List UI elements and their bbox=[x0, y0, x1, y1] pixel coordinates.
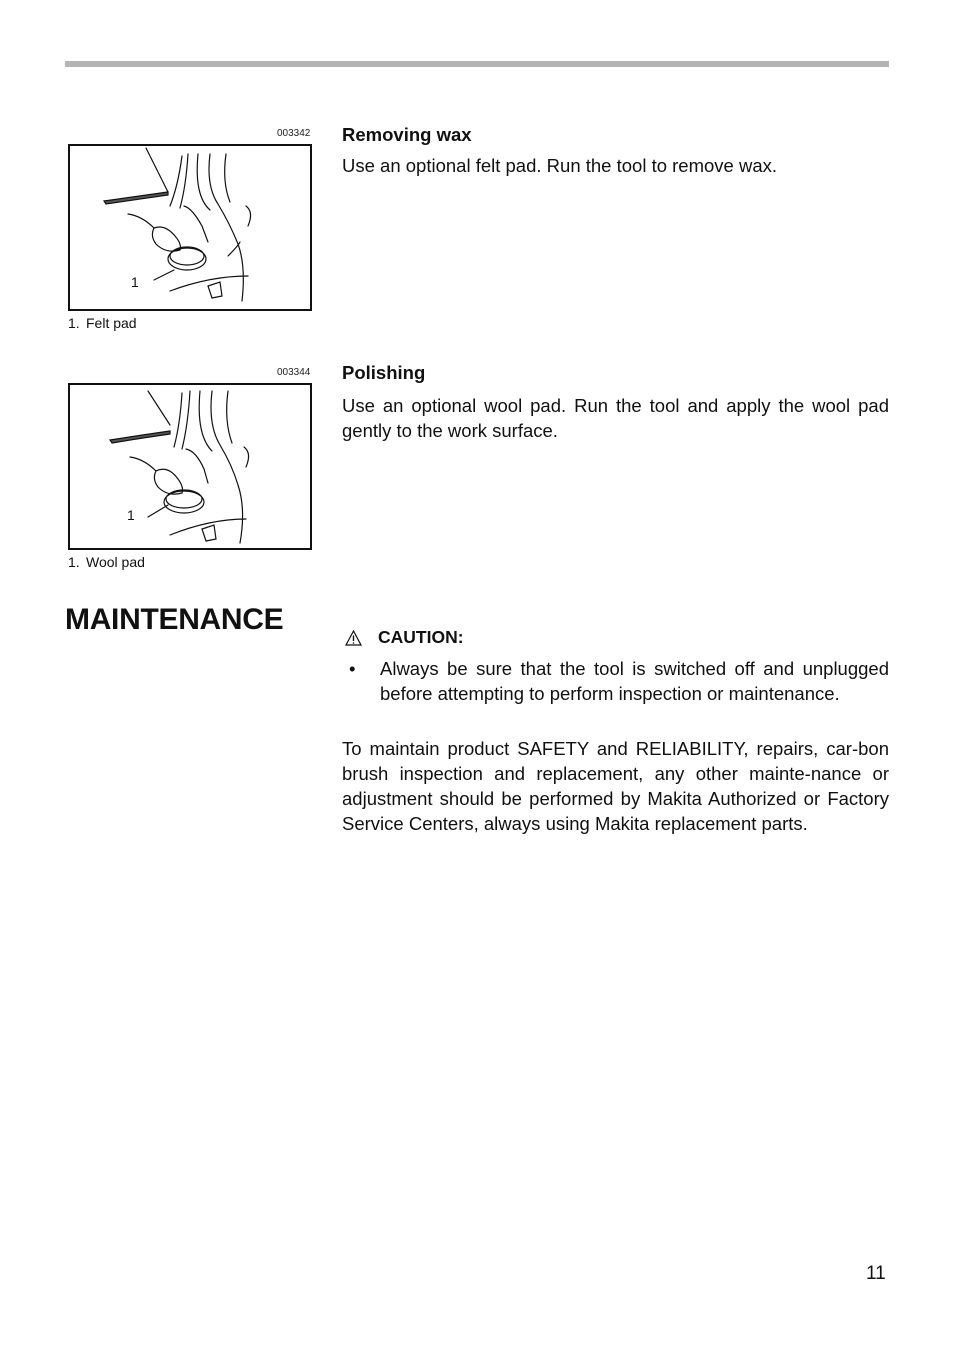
maintenance-paragraph: To maintain product SAFETY and RELIABILITY, repairs, car-bon brush inspection and replacement, any other mainte-nance or adjustment should be performed by Makita Authorized or Factory Service Centers, always using Makita replacement parts. bbox=[342, 738, 889, 834]
figure-code: 003344 bbox=[277, 367, 311, 378]
figure-callout: 1 bbox=[127, 507, 135, 523]
figure-caption bbox=[68, 315, 137, 331]
caution-text: CAUTION: bbox=[378, 627, 464, 647]
bullet-text: Always be sure that the tool is switched off and unplugged before attempting to perform inspection or maintenance. bbox=[380, 658, 889, 704]
header-rule bbox=[65, 61, 889, 67]
page-number: 11 bbox=[866, 1263, 886, 1284]
figure-caption bbox=[68, 554, 145, 570]
wool-pad-illustration bbox=[68, 383, 312, 550]
felt-pad-illustration bbox=[68, 144, 312, 311]
polishing-heading: Polishing bbox=[342, 362, 426, 383]
bullet-symbol: • bbox=[349, 658, 356, 679]
removing-wax-heading: Removing wax bbox=[342, 124, 472, 145]
polishing-text: Use an optional wool pad. Run the tool and apply the wool pad gently to the work surface. bbox=[342, 395, 889, 441]
caption-number: 1. bbox=[68, 315, 80, 331]
warning-triangle-icon bbox=[345, 630, 362, 646]
caption-text: Wool pad bbox=[86, 554, 145, 570]
maintenance-title: MAINTENANCE bbox=[65, 603, 284, 636]
caption-number: 1. bbox=[68, 554, 80, 570]
figure-callout: 1 bbox=[131, 274, 139, 290]
figure-code: 003342 bbox=[277, 128, 311, 139]
removing-wax-text: Use an optional felt pad. Run the tool to remove wax. bbox=[342, 155, 778, 176]
caption-text: Felt pad bbox=[86, 315, 137, 331]
caution-label bbox=[345, 627, 464, 648]
